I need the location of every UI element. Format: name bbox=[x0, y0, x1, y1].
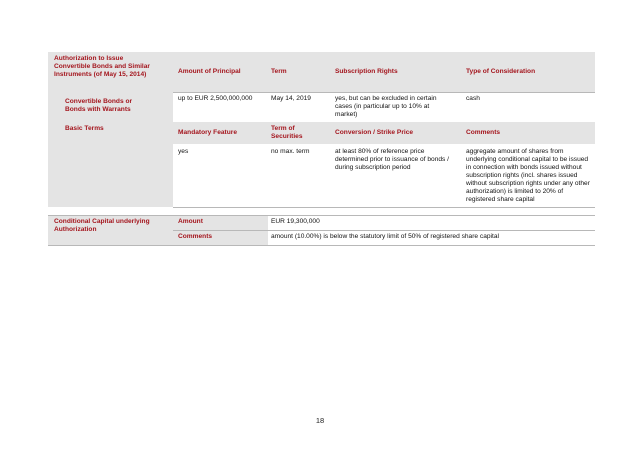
header-type-of-consideration: Type of Consideration bbox=[466, 68, 536, 75]
amount-value: EUR 19,300,000 bbox=[271, 218, 320, 225]
row-label-convertible-bonds: Convertible Bonds or Bonds with Warrants bbox=[65, 98, 133, 113]
row-divider bbox=[48, 245, 595, 246]
row-divider bbox=[48, 215, 595, 216]
cell-mandatory-value: yes bbox=[178, 148, 189, 155]
page-number: 18 bbox=[315, 416, 325, 425]
cell-subscription-rights-value: yes, but can be excluded in certain cases (in particular up to 10% at market) bbox=[335, 95, 437, 118]
comments-label: Comments bbox=[178, 233, 213, 240]
conditional-capital-label: Conditional Capital underlying Authorization bbox=[54, 218, 150, 233]
header-comments: Comments bbox=[466, 129, 501, 136]
cell-term-of-securities-value: no max. term bbox=[271, 148, 310, 155]
row-divider bbox=[173, 92, 595, 93]
amount-label: Amount bbox=[178, 218, 203, 225]
cell-comments-value: aggregate amount of shares from underlying conditional capital to be issued in connection with bonds issued without subscription rights (incl. shares issued without subscription rights under any other authorization) is limited to 20% of registered share capital bbox=[466, 148, 590, 203]
header-term-of-securities: Term of Securities bbox=[271, 125, 303, 140]
header-authorization: Authorization to Issue Convertible Bonds and Similar Instruments (of May 15, 2014) bbox=[54, 55, 150, 78]
header-term: Term bbox=[271, 68, 287, 75]
comments-value: amount (10.00%) is below the statutory limit of 50% of registered share capital bbox=[271, 233, 499, 240]
header-subscription-rights: Subscription Rights bbox=[335, 68, 398, 75]
header-mandatory-feature: Mandatory Feature bbox=[178, 129, 237, 136]
row-label-basic-terms: Basic Terms bbox=[65, 125, 104, 132]
cell-conversion-value: at least 80% of reference price determined prior to issuance of bonds / during subscription period bbox=[335, 148, 449, 171]
row-divider bbox=[173, 230, 595, 231]
header-conversion-strike-price: Conversion / Strike Price bbox=[335, 129, 414, 136]
cell-term-value: May 14, 2019 bbox=[271, 95, 311, 102]
header-amount-of-principal: Amount of Principal bbox=[178, 68, 241, 75]
row-divider bbox=[173, 207, 595, 208]
cell-amount-value: up to EUR 2,500,000,000 bbox=[178, 95, 253, 102]
cell-consideration-value: cash bbox=[466, 95, 480, 102]
